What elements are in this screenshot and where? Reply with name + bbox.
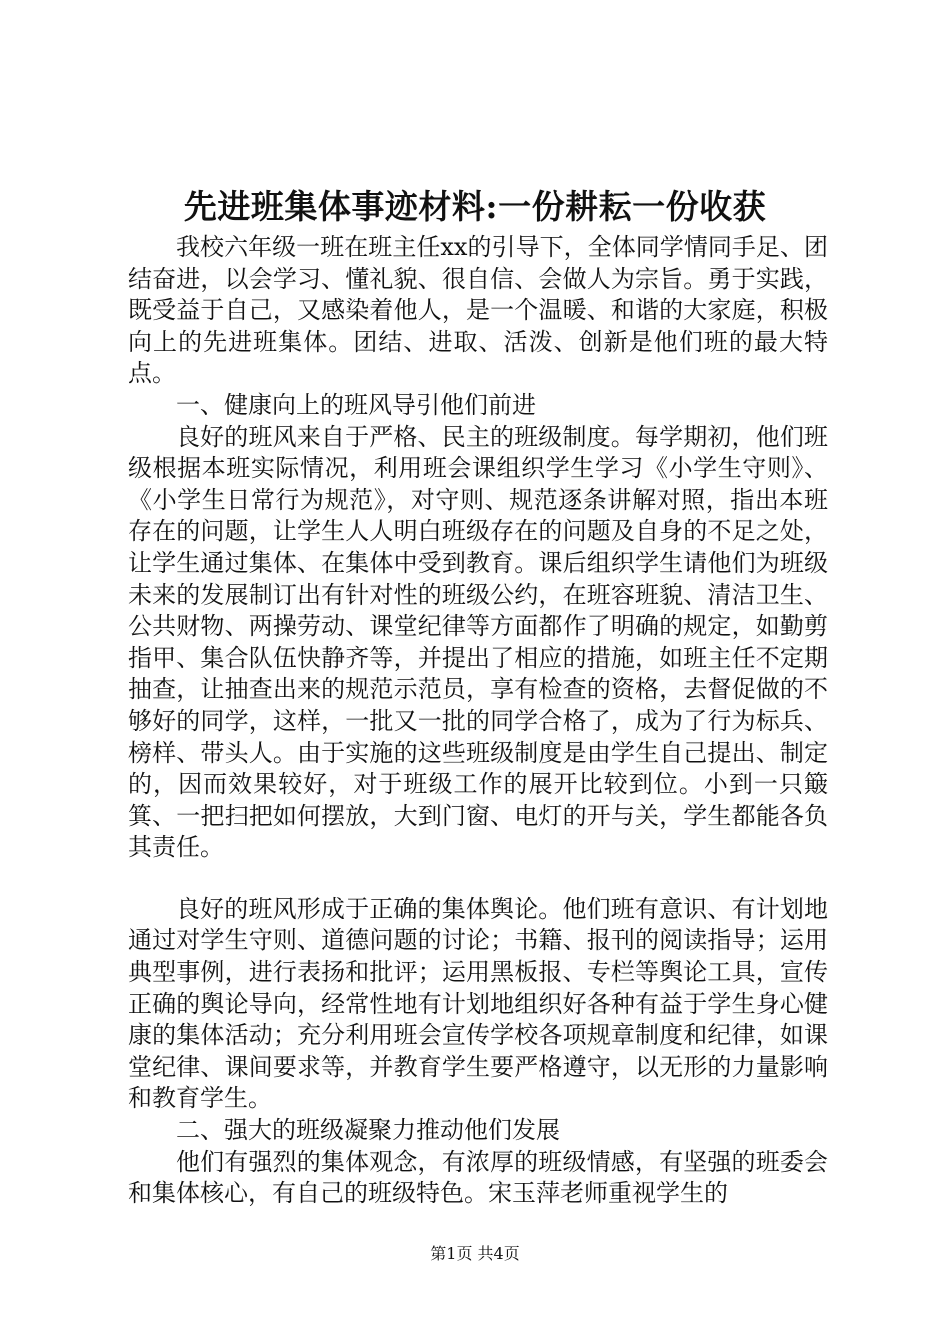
section-heading-2: 二、强大的班级凝聚力推动他们发展	[176, 1116, 560, 1145]
intro-paragraph: 我校六年级一班在班主任xx的引导下，全体同学情同手足、团结奋进，以会学习、懂礼貌、很自信、会做人为宗旨。勇于实践，既受益于自己，又感染着他人，是一个温暖、和谐的大家庭，积极向上的先进班集体。团结、进取、活泼、创新是他们班的最大特点。	[128, 233, 828, 388]
section-heading-1: 一、健康向上的班风导引他们前进	[176, 390, 536, 419]
body-paragraph: 良好的班风形成于正确的集体舆论。他们班有意识、有计划地通过对学生守则、道德问题的讨论；书籍、报刊的阅读指导；运用典型事例，进行表扬和批评；运用黑板报、专栏等舆论工具，宣传正确的舆论导向，经常性地有计划地组织好各种有益于学生身心健康的集体活动；充分利用班会宣传学校各项规章制度和纪律，如课堂纪律、课间要求等，并教育学生要严格遵守，以无形的力量影响和教育学生。	[128, 894, 828, 1113]
page-footer: 第1页 共4页	[430, 1244, 520, 1263]
body-paragraph: 他们有强烈的集体观念，有浓厚的班级情感，有坚强的班委会和集体核心，有自己的班级特色。宋玉萍老师重视学生的	[128, 1147, 828, 1208]
document-body	[128, 232, 828, 1210]
body-paragraph: 良好的班风来自于严格、民主的班级制度。每学期初，他们班级根据本班实际情况，利用班会课组织学生学习《小学生守则》、《小学生日常行为规范》，对守则、规范逐条讲解对照，指出本班存在的问题，让学生人人明白班级存在的问题及自身的不足之处，让学生通过集体、在集体中受到教育。课后组织学生请他们为班级未来的发展制订出有针对性的班级公约，在班容班貌、清洁卫生、公共财物、两操劳动、课堂纪律等方面都作了明确的规定，如勤剪指甲、集合队伍快静齐等，并提出了相应的措施，如班主任不定期抽查，让抽查出来的规范示范员，享有检查的资格，去督促做的不够好的同学，这样，一批又一批的同学合格了，成为了行为标兵、榜样、带头人。由于实施的这些班级制度是由学生自己提出、制定的，因而效果较好，对于班级工作的展开比较到位。小到一只簸箕、一把扫把如何摆放，大到门窗、电灯的开与关，学生都能各负其责任。	[128, 422, 828, 862]
document-title: 先进班集体事迹材料:一份耕耘一份收获	[183, 187, 767, 226]
